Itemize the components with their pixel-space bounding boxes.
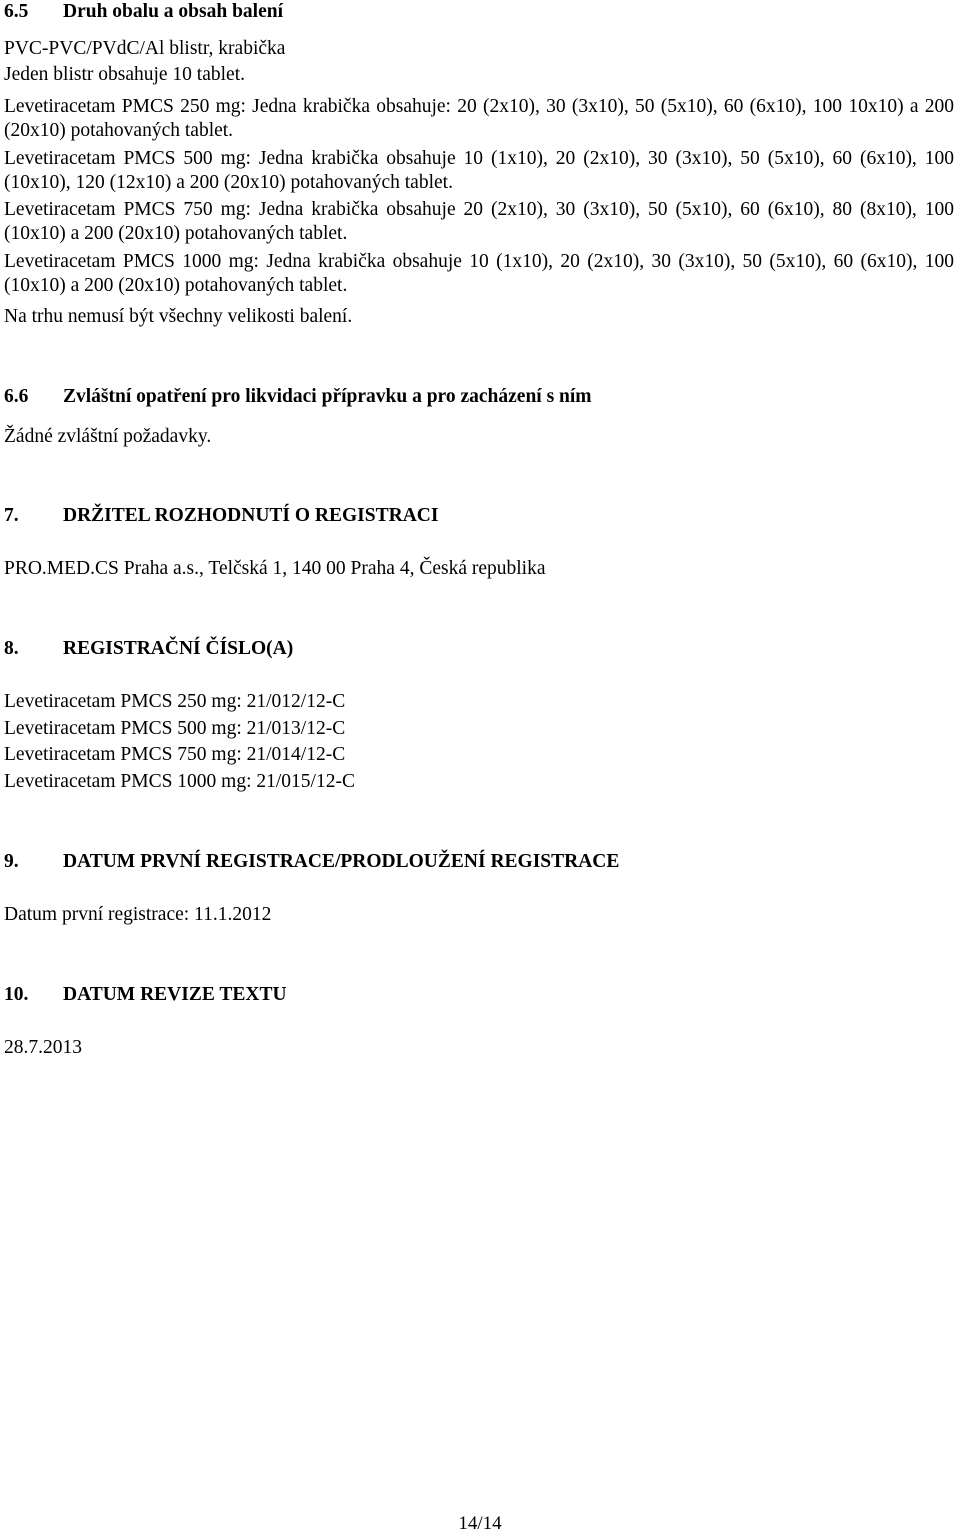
first-registration-date: Datum první registrace: 11.1.2012 — [4, 904, 272, 925]
section-title: Druh obalu a obsah balení — [63, 1, 283, 22]
availability-note: Na trhu nemusí být všechny velikosti balení. — [4, 306, 353, 327]
registration-number-750mg: Levetiracetam PMCS 750 mg: 21/014/12-C — [4, 744, 346, 765]
revision-date: 28.7.2013 — [4, 1037, 82, 1058]
registration-number-250mg: Levetiracetam PMCS 250 mg: 21/012/12-C — [4, 691, 346, 712]
page-number: 14/14 — [458, 1513, 502, 1534]
section-title: DATUM PRVNÍ REGISTRACE/PRODLOUŽENÍ REGISTRACE — [63, 851, 620, 872]
section-6-6-heading — [4, 385, 592, 409]
marketing-authorisation-holder: PRO.MED.CS Praha a.s., Telčská 1, 140 00 Praha 4, Česká republika — [4, 558, 546, 579]
section-number: 6.6 — [4, 386, 29, 407]
section-9-heading — [4, 850, 619, 874]
registration-number-500mg: Levetiracetam PMCS 500 mg: 21/013/12-C — [4, 718, 346, 739]
section-10-heading — [4, 983, 287, 1007]
pack-sizes-500mg: Levetiracetam PMCS 500 mg: Jedna krabička obsahuje 10 (1x10), 20 (2x10), 30 (3x10), 50 (5x10), 60 (6x10), 100 (10x10), 120 (12x10) a 200 (20x10) potahovaných tablet. — [4, 148, 954, 193]
section-number: 8. — [4, 638, 19, 659]
section-number: 10. — [4, 984, 29, 1005]
section-title: DRŽITEL ROZHODNUTÍ O REGISTRACI — [63, 505, 439, 526]
section-8-heading — [4, 637, 293, 661]
section-title: REGISTRAČNÍ ČÍSLO(A) — [63, 638, 294, 659]
pack-sizes-250mg: Levetiracetam PMCS 250 mg: Jedna krabička obsahuje: 20 (2x10), 30 (3x10), 50 (5x10), 60 (6x10), 100 10x10) a 200 (20x10) potahovaných tablet. — [4, 96, 954, 141]
section-number: 6.5 — [4, 1, 29, 22]
section-title: Zvláštní opatření pro likvidaci přípravku a pro zacházení s ním — [63, 386, 592, 407]
section-number: 7. — [4, 505, 19, 526]
packaging-type-line: PVC-PVC/PVdC/Al blistr, krabička — [4, 38, 286, 59]
registration-number-1000mg: Levetiracetam PMCS 1000 mg: 21/015/12-C — [4, 771, 355, 792]
section-title: DATUM REVIZE TEXTU — [63, 984, 287, 1005]
section-7-heading — [4, 504, 438, 528]
pack-sizes-1000mg: Levetiracetam PMCS 1000 mg: Jedna krabička obsahuje 10 (1x10), 20 (2x10), 30 (3x10), 50 (5x10), 60 (6x10), 100 (10x10) a 200 (20x10) potahovaných tablet. — [4, 251, 954, 296]
section-number: 9. — [4, 851, 19, 872]
disposal-text: Žádné zvláštní požadavky. — [4, 426, 212, 447]
pack-sizes-750mg: Levetiracetam PMCS 750 mg: Jedna krabička obsahuje 20 (2x10), 30 (3x10), 50 (5x10), 60 (6x10), 80 (8x10), 100 (10x10) a 200 (20x10) potahovaných tablet. — [4, 199, 954, 244]
blister-content-line: Jeden blistr obsahuje 10 tablet. — [4, 64, 245, 85]
section-6-5-heading — [4, 0, 283, 24]
